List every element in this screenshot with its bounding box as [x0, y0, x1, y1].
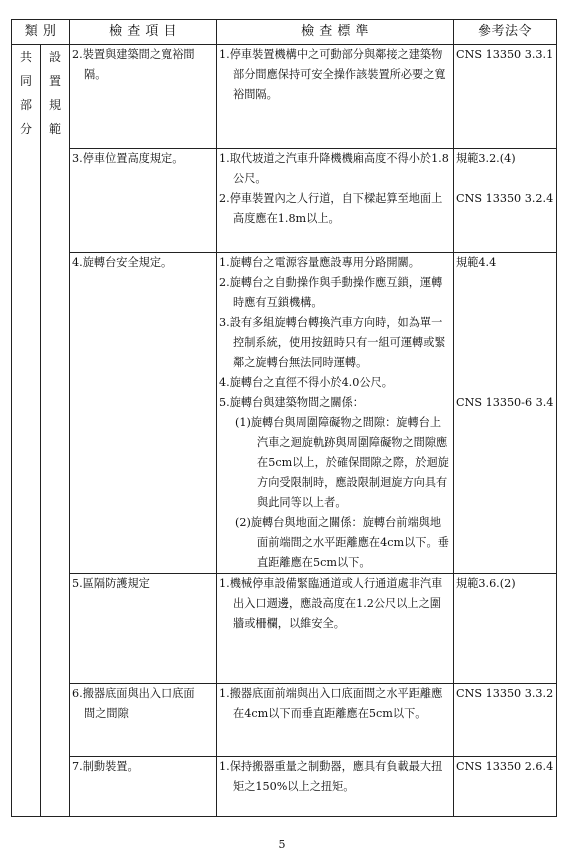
standard-item: 1.旋轉台之電源容量應設專用分路開關。	[219, 256, 420, 269]
item-cell	[70, 757, 217, 817]
reference-cell	[454, 45, 557, 149]
page-number: 5	[278, 838, 286, 851]
category-sub-char: 置	[49, 74, 62, 88]
standard-item: 1.搬器底面前端與出入口底面間之水平距離應在4cm以下而垂直距離應在5cm以下。	[219, 687, 443, 720]
standard-subitem: (1)旋轉台與周圍障礙物之間隙：旋轉台上汽車之迴旋軌跡與周圍障礙物之間隙應在5cm以上，於確保間隙之際，於迴旋方向受限制時，應設限制迴旋方向具有與此同等以上者。	[235, 416, 449, 509]
item-text: 隔。	[84, 68, 107, 81]
category-sub-char: 設	[49, 50, 62, 64]
standard-cell	[217, 45, 454, 149]
item-cell	[70, 45, 217, 149]
inspection-table	[11, 19, 557, 817]
table-row	[12, 757, 557, 817]
reference-cell	[454, 149, 557, 253]
table-row	[12, 684, 557, 757]
header-category: 類 別	[12, 20, 70, 45]
item-text: 4.旋轉台安全規定。	[72, 256, 173, 269]
item-cell	[70, 684, 217, 757]
standard-item: 1.停車裝置機構中之可動部分與鄰接之建築物部分間應保持可安全操作該裝置所必要之寬裕間隔。	[219, 48, 446, 101]
standard-subitem: (2)旋轉台與地面之關係：旋轉台前端與地面前端間之水平距離應在4cm以下。垂直距離應在5cm以下。	[235, 516, 449, 569]
item-cell	[70, 574, 217, 684]
reference-text: 規範4.4	[456, 256, 497, 269]
item-cell	[70, 149, 217, 253]
item-cell	[70, 253, 217, 574]
item-text: 5.區隔防護規定	[72, 577, 150, 590]
reference-cell	[454, 684, 557, 757]
reference-cell	[454, 757, 557, 817]
reference-text: CNS 13350-6 3.4	[456, 396, 554, 409]
standard-cell	[217, 757, 454, 817]
header-reference: 參考法令	[454, 20, 557, 45]
category-main-char: 分	[19, 122, 32, 136]
category-main-char: 共	[19, 50, 32, 64]
table-row	[12, 253, 557, 574]
item-text: 7.制動裝置。	[72, 760, 139, 773]
item-text: 3.停車位置高度規定。	[72, 152, 184, 165]
standard-cell	[217, 253, 454, 574]
standard-cell	[217, 684, 454, 757]
standard-item: 1.機械停車設備緊臨通道或人行通道處非汽車出入口週邊，應設高度在1.2公尺以上之圍牆或柵欄，以維安全。	[219, 577, 443, 630]
item-text: 6.搬器底面與出入口底面	[72, 687, 195, 700]
header-standard: 檢 查 標 準	[217, 20, 454, 45]
standard-item: 3.設有多組旋轉台轉換汽車方向時，如為單一控制系統，使用按鈕時只有一組可運轉或緊鄰之旋轉台無法同時運轉。	[219, 316, 446, 369]
category-main	[12, 45, 41, 817]
header-item: 檢 查 項 目	[70, 20, 217, 45]
table-row	[12, 149, 557, 253]
category-sub	[41, 45, 70, 817]
reference-cell	[454, 253, 557, 574]
item-text: 2.裝置與建築間之寬裕間	[72, 48, 195, 61]
category-sub-char: 規	[49, 98, 62, 112]
item-text: 間之間隙	[84, 707, 129, 720]
reference-text: CNS 13350 3.3.2	[456, 687, 554, 700]
standard-item: 2.停車裝置內之人行道，自下樑起算至地面上高度應在1.8m以上。	[219, 192, 443, 225]
reference-text: 規範3.6.(2)	[456, 577, 516, 590]
reference-cell	[454, 574, 557, 684]
reference-text: CNS 13350 2.6.4	[456, 760, 554, 773]
standard-item: 5.旋轉台與建築物間之關係：	[219, 396, 364, 409]
category-main-char: 同	[19, 74, 32, 88]
category-sub-char: 範	[49, 122, 62, 136]
category-main-char: 部	[19, 98, 32, 112]
reference-text: CNS 13350 3.2.4	[456, 192, 554, 205]
standard-item: 4.旋轉台之直徑不得小於4.0公尺。	[219, 376, 393, 389]
reference-text: CNS 13350 3.3.1	[456, 48, 554, 61]
standard-item: 1.保持搬器重量之制動器，應具有負載最大扭矩之150%以上之扭矩。	[219, 760, 443, 793]
header-row	[12, 20, 557, 45]
standard-item: 2.旋轉台之自動操作與手動操作應互鎖，運轉時應有互鎖機構。	[219, 276, 443, 309]
standard-cell	[217, 574, 454, 684]
table-row	[12, 45, 557, 149]
reference-text: 規範3.2.(4)	[456, 152, 516, 165]
table-row	[12, 574, 557, 684]
standard-cell	[217, 149, 454, 253]
standard-item: 1.取代坡道之汽車升降機機廂高度不得小於1.8公尺。	[219, 152, 449, 185]
